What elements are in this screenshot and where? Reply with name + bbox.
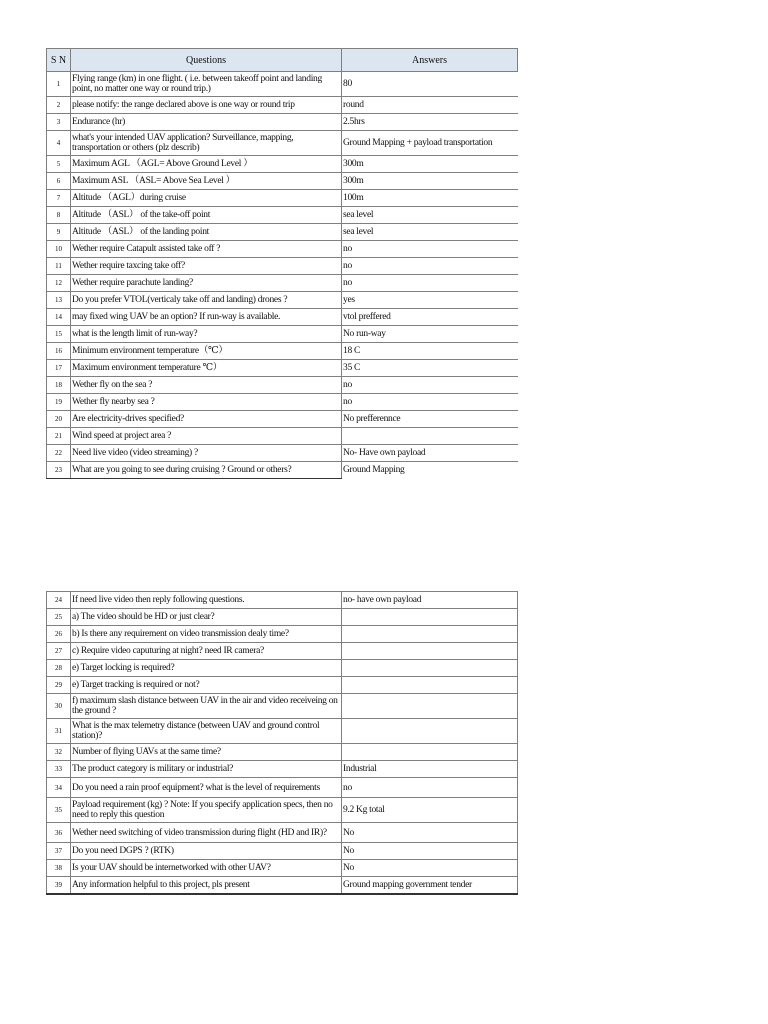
table-row [47,744,518,761]
row-answer: vtol preffered [342,309,518,326]
row-sn: 29 [47,677,71,694]
row-sn: 4 [47,131,71,156]
table-row [47,275,518,292]
table-row [47,326,518,343]
row-sn: 26 [47,626,71,643]
row-question: Flying range (km) in one flight. ( i.e. between takeoff point and landing point, no matter one way or round trip.) [71,72,342,97]
row-question: Do you prefer VTOL(verticaly take off and landing) drones ? [71,292,342,309]
row-answer [342,744,518,761]
row-answer: Ground Mapping [342,462,518,479]
row-question: what is the length limit of run-way? [71,326,342,343]
row-sn: 24 [47,592,71,609]
row-sn: 39 [47,877,71,894]
table-row [47,778,518,798]
table-row [47,292,518,309]
row-question: Wether require taxcing take off? [71,258,342,275]
row-sn: 38 [47,860,71,877]
row-sn: 3 [47,114,71,131]
table-row [47,72,518,97]
row-question: what's your intended UAV application? Surveillance, mapping, transportation or others (plz describ) [71,131,342,156]
table-row [47,190,518,207]
row-question: Do you need a rain proof equipment? what is the level of requirements [71,778,342,798]
table-row [47,207,518,224]
row-question: Altitude （ASL） of the landing point [71,224,342,241]
table-row [47,360,518,377]
row-sn: 27 [47,643,71,660]
row-question: e) Target tracking is required or not? [71,677,342,694]
row-question: What is the max telemetry distance (between UAV and ground control station)? [71,719,342,744]
row-sn: 14 [47,309,71,326]
row-answer: no- have own payload [342,592,518,609]
table-row [47,643,518,660]
row-sn: 35 [47,798,71,823]
table-row [47,224,518,241]
row-answer: no [342,258,518,275]
table-row [47,394,518,411]
row-answer: round [342,97,518,114]
table-row [47,445,518,462]
row-answer: sea level [342,207,518,224]
row-question: Minimum environment temperature（℃） [71,343,342,360]
row-sn: 23 [47,462,71,479]
row-answer: No [342,823,518,843]
row-question: Endurance (hr) [71,114,342,131]
row-question: f) maximum slash distance between UAV in the air and video receiveing on the ground ? [71,694,342,719]
row-sn: 32 [47,744,71,761]
row-sn: 16 [47,343,71,360]
row-question: Wether require Catapult assisted take off ? [71,241,342,258]
table-row [47,761,518,778]
table-row [47,173,518,190]
header-sn: S N [47,49,71,72]
row-sn: 17 [47,360,71,377]
table-row [47,411,518,428]
row-sn: 19 [47,394,71,411]
row-sn: 13 [47,292,71,309]
row-sn: 7 [47,190,71,207]
table-row [47,156,518,173]
table-row [47,309,518,326]
row-question: please notify: the range declared above is one way or round trip [71,97,342,114]
row-answer [342,609,518,626]
table-row [47,609,518,626]
row-answer [342,677,518,694]
row-question: Wind speed at project area ? [71,428,342,445]
row-sn: 21 [47,428,71,445]
row-question: Need live video (video streaming) ? [71,445,342,462]
row-answer [342,626,518,643]
row-question: The product category is military or industrial? [71,761,342,778]
row-answer: No run-way [342,326,518,343]
table-row [47,798,518,823]
row-sn: 9 [47,224,71,241]
row-question: a) The video should be HD or just clear? [71,609,342,626]
row-answer: no [342,377,518,394]
row-sn: 1 [47,72,71,97]
row-answer: No [342,843,518,860]
row-answer: yes [342,292,518,309]
row-sn: 12 [47,275,71,292]
table-row [47,241,518,258]
row-answer [342,660,518,677]
row-question: Maximum ASL （ASL= Above Sea Level ） [71,173,342,190]
row-question: Do you need DGPS ? (RTK) [71,843,342,860]
row-sn: 6 [47,173,71,190]
row-sn: 37 [47,843,71,860]
header-row [47,49,518,72]
row-answer: no [342,394,518,411]
row-question: c) Require video caputuring at night? need IR camera? [71,643,342,660]
table-row [47,660,518,677]
row-question: b) Is there any requirement on video transmission dealy time? [71,626,342,643]
row-answer: 18 C [342,343,518,360]
table-row [47,677,518,694]
row-sn: 10 [47,241,71,258]
row-answer: No prefferennce [342,411,518,428]
row-sn: 8 [47,207,71,224]
row-question: Are electricity-drives specified? [71,411,342,428]
row-answer [342,694,518,719]
row-question: Number of flying UAVs at the same time? [71,744,342,761]
row-answer: Ground mapping government tender [342,877,518,894]
row-sn: 31 [47,719,71,744]
row-answer: 100m [342,190,518,207]
row-answer: no [342,241,518,258]
row-question: Wether need switching of video transmission during flight (HD and IR)? [71,823,342,843]
row-answer: 80 [342,72,518,97]
row-question: Wether require parachute landing? [71,275,342,292]
row-question: Maximum environment temperature ℃） [71,360,342,377]
header-answers: Answers [342,49,518,72]
questionnaire-table-bottom [46,591,518,895]
table-row [47,258,518,275]
table-row [47,843,518,860]
row-question: If need live video then reply following questions. [71,592,342,609]
row-answer [342,643,518,660]
table-row [47,343,518,360]
row-sn: 22 [47,445,71,462]
table-row [47,592,518,609]
row-question: Payload requirement (kg) ? Note: If you specify application specs, then no need to reply this question [71,798,342,823]
row-answer: 35 C [342,360,518,377]
row-answer: Ground Mapping + payload transportation [342,131,518,156]
header-questions: Questions [71,49,342,72]
table-row [47,626,518,643]
table-row [47,877,518,894]
row-sn: 33 [47,761,71,778]
row-question: Altitude （AGL）during cruise [71,190,342,207]
row-sn: 15 [47,326,71,343]
row-answer: no [342,275,518,292]
row-question: Is your UAV should be internetworked with other UAV? [71,860,342,877]
row-question: Altitude （ASL） of the take-off point [71,207,342,224]
table-row [47,823,518,843]
row-sn: 36 [47,823,71,843]
row-answer: 300m [342,173,518,190]
row-sn: 25 [47,609,71,626]
table-row [47,694,518,719]
table-row [47,97,518,114]
row-sn: 30 [47,694,71,719]
row-answer: 2.5hrs [342,114,518,131]
row-question: Wether fly on the sea ? [71,377,342,394]
row-question: Any information helpful to this project, pls present [71,877,342,894]
row-sn: 34 [47,778,71,798]
row-answer: no [342,778,518,798]
row-sn: 20 [47,411,71,428]
row-sn: 28 [47,660,71,677]
row-question: e) Target locking is required? [71,660,342,677]
row-sn: 11 [47,258,71,275]
table-row [47,719,518,744]
row-answer: No [342,860,518,877]
table-row [47,860,518,877]
row-answer [342,719,518,744]
row-answer: sea level [342,224,518,241]
table-row [47,131,518,156]
row-sn: 5 [47,156,71,173]
table-row [47,377,518,394]
row-question: may fixed wing UAV be an option? If run-way is available. [71,309,342,326]
row-question: What are you going to see during cruising ? Ground or others? [71,462,342,479]
questionnaire-table-top [46,48,518,479]
table-row [47,114,518,131]
row-sn: 2 [47,97,71,114]
row-answer: 9.2 Kg total [342,798,518,823]
row-question: Wether fly nearby sea ? [71,394,342,411]
row-question: Maximum AGL （AGL= Above Ground Level ） [71,156,342,173]
row-answer: No- Have own payload [342,445,518,462]
table-row [47,462,518,479]
row-sn: 18 [47,377,71,394]
row-answer: 300m [342,156,518,173]
row-answer [342,428,518,445]
row-answer: Industrial [342,761,518,778]
table-row [47,428,518,445]
